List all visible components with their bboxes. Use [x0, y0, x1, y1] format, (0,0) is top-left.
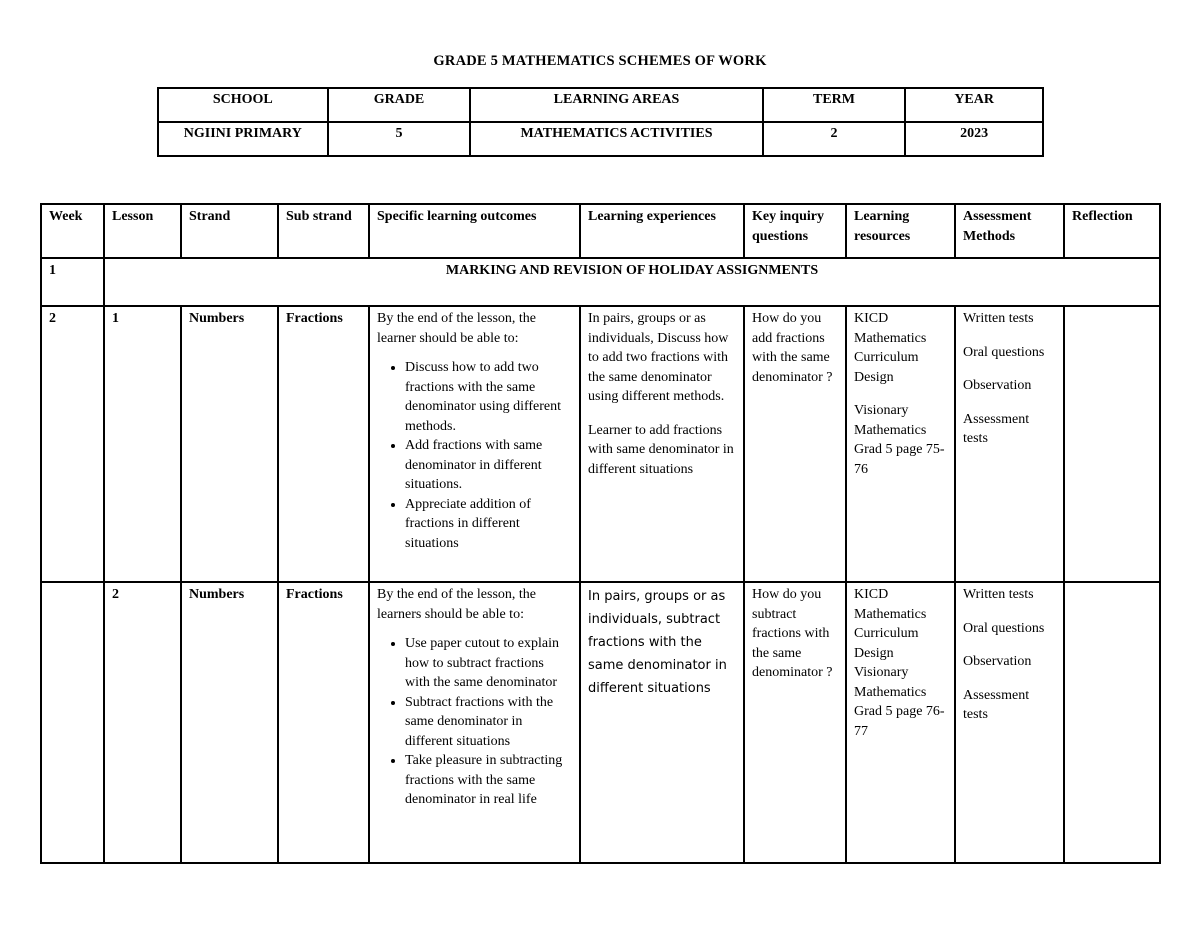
list-item: • Take pleasure in subtracting fractions with the same denominator in real life [405, 751, 572, 810]
week1-note: MARKING AND REVISION OF HOLIDAY ASSIGNMENTS [104, 258, 1160, 306]
row-substrand: Fractions [278, 306, 369, 582]
resource-text: KICD Mathematics Curriculum Design [854, 311, 927, 385]
row-substrand: Fractions [278, 582, 369, 863]
row-week: 2 [41, 306, 104, 582]
row-assessment [955, 582, 1064, 863]
assessment-text: Assessment tests [963, 411, 1030, 446]
table-row [41, 306, 1160, 582]
assessment-text: Observation [963, 378, 1032, 393]
info-header-school: SCHOOL [158, 88, 328, 122]
row-lesson: 1 [104, 306, 181, 582]
week1-row [41, 258, 1160, 306]
resource-text: Visionary Mathematics Grad 5 page 75-76 [854, 403, 945, 477]
row-reflection [1064, 582, 1160, 863]
row-key-question: How do you subtract fractions with the same denominator ? [744, 582, 846, 863]
info-value-grade: 5 [328, 122, 471, 156]
row-assessment [955, 306, 1064, 582]
header-assessment: Assessment Methods [955, 204, 1064, 258]
row-week [41, 582, 104, 863]
header-week: Week [41, 204, 104, 258]
row-outcomes [369, 582, 580, 863]
info-value-year: 2023 [905, 122, 1043, 156]
info-header-learning-areas: LEARNING AREAS [470, 88, 762, 122]
list-item: • Appreciate addition of fractions in different situations [405, 495, 572, 554]
outcomes-intro: By the end of the lesson, the learners should be able to: [377, 587, 537, 622]
row-experiences [580, 582, 744, 863]
header-reflection: Reflection [1064, 204, 1160, 258]
list-item: • Discuss how to add two fractions with the same denominator using different methods. [405, 358, 572, 436]
assessment-text: Observation [963, 654, 1032, 669]
school-info-table [157, 87, 1044, 157]
document-title: GRADE 5 MATHEMATICS SCHEMES OF WORK [433, 53, 767, 69]
row-outcomes [369, 306, 580, 582]
scheme-header-row [41, 204, 1160, 258]
row-resources [846, 306, 955, 582]
info-value-term: 2 [763, 122, 906, 156]
row-resources [846, 582, 955, 863]
info-value-school: NGIINI PRIMARY [158, 122, 328, 156]
experience-text: Learner to add fractions with same denominator in different situations [588, 422, 734, 477]
scheme-of-work-table [40, 203, 1161, 864]
info-header-term: TERM [763, 88, 906, 122]
outcomes-intro: By the end of the lesson, the learner should be able to: [377, 311, 537, 346]
table-row [41, 582, 1160, 863]
experience-text: In pairs, groups or as individuals, Discuss how to add two fractions with the same denominator using different methods. [588, 311, 729, 404]
assessment-text: Written tests [963, 311, 1034, 326]
assessment-text: Oral questions [963, 620, 1045, 636]
header-lesson: Lesson [104, 204, 181, 258]
info-header-grade: GRADE [328, 88, 471, 122]
row-strand: Numbers [181, 306, 278, 582]
list-item: • Use paper cutout to explain how to subtract fractions with the same denominator [405, 634, 572, 693]
outcomes-list [377, 358, 572, 553]
row-strand: Numbers [181, 582, 278, 863]
list-item: • Subtract fractions with the same denominator in different situations [405, 693, 572, 752]
assessment-text: Oral questions [963, 344, 1045, 360]
info-header-year: YEAR [905, 88, 1043, 122]
experience-text: In pairs, groups or as individuals, subtract fractions with the same denominator in different situations [588, 589, 727, 696]
list-item: • Add fractions with same denominator in different situations. [405, 436, 572, 495]
info-value-learning-areas: MATHEMATICS ACTIVITIES [470, 122, 762, 156]
header-strand: Strand [181, 204, 278, 258]
row-lesson: 2 [104, 582, 181, 863]
header-outcomes: Specific learning outcomes [369, 204, 580, 258]
header-key-questions: Key inquiry questions [744, 204, 846, 258]
row-experiences [580, 306, 744, 582]
resource-text: KICD Mathematics Curriculum Design Visionary Mathematics Grad 5 page 76-77 [854, 587, 945, 739]
week1-week: 1 [41, 258, 104, 306]
header-resources: Learning resources [846, 204, 955, 258]
info-value-row [158, 122, 1043, 156]
header-experiences: Learning experiences [580, 204, 744, 258]
assessment-text: Assessment tests [963, 687, 1030, 722]
row-reflection [1064, 306, 1160, 582]
header-sub-strand: Sub strand [278, 204, 369, 258]
row-key-question: How do you add fractions with the same denominator ? [744, 306, 846, 582]
assessment-text: Written tests [963, 587, 1034, 602]
outcomes-list [377, 634, 572, 810]
info-header-row [158, 88, 1043, 122]
